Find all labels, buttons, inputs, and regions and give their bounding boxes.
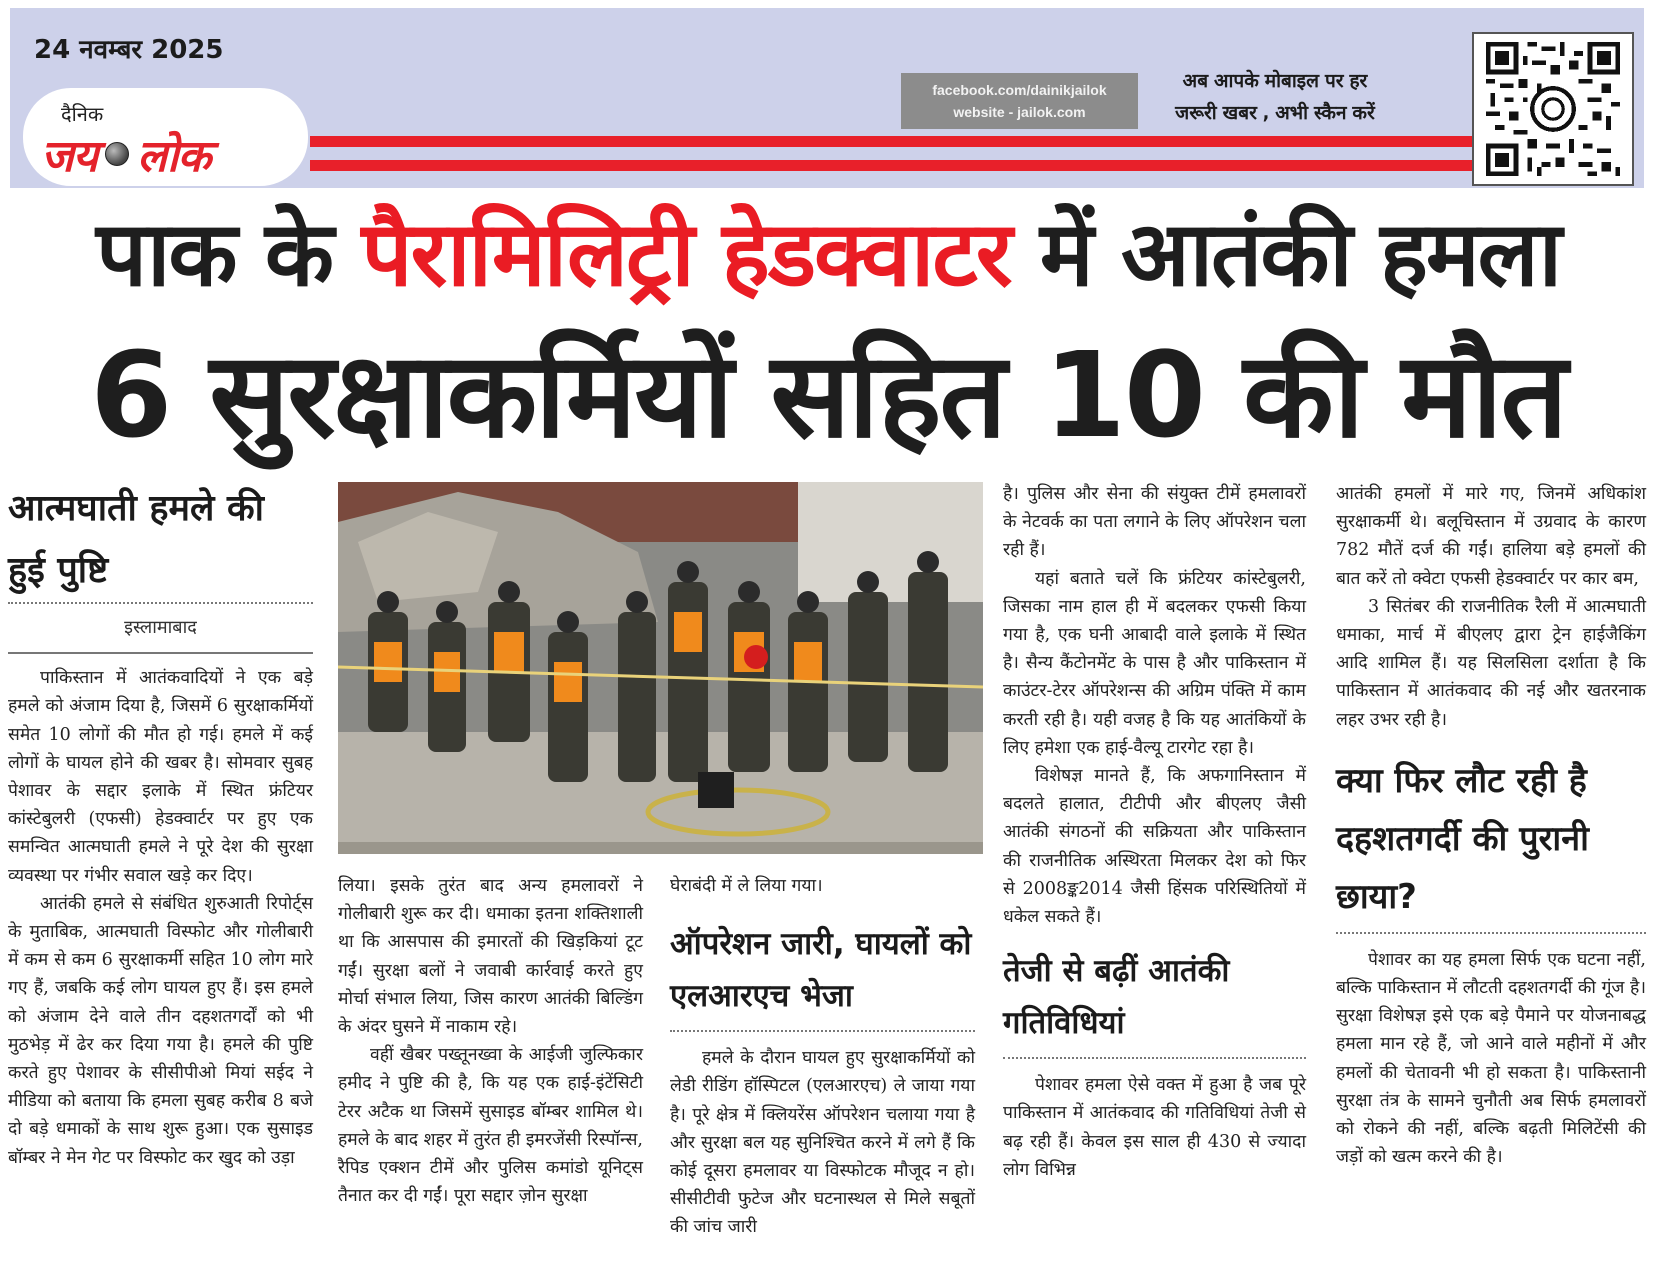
paragraph: हमले के दौरान घायल हुए सुरक्षाकर्मियों को लेडी रीडिंग हॉस्पिटल (एलआरएच) ले जाया गया है। पूरे क्षेत्र में क्लियरेंस ऑपरेशन चलाया गया है और सुरक्षा बल यह सुनिश्चित करने में लगे हैं कि कोई दूसरा हमलावर या विस्फोटक मौजूद न हो। सीसीटीवी फुटेज और घटनास्थल से मिले सबूतों की जांच जारी <box>670 1048 975 1238</box>
paragraph: आतंकी हमलों में मारे गए, जिनमें अधिकांश सुरक्षाकर्मी थे। बलूचिस्तान में उग्रवाद के कारण 782 मौतें दर्ज की गईं। हालिया बड़े हमलों की बात करें तो क्वेटा एफसी हेडक्वार्टर पर कार बम, <box>1336 484 1646 589</box>
scan-prompt <box>1150 65 1400 129</box>
article-column-2 <box>338 872 643 1210</box>
paragraph: वहीं खैबर पख्तूनख्वा के आईजी जुल्फिकार हमीद ने पुष्टि की है, कि यह एक हाई-इंटेंसिटी टेरर अटैक था जिसमें सुसाइड बॉम्बर शामिल थे। हमले के बाद शहर में तुरंत ही इमरजेंसी रिस्पॉन्स, रैपिड एक्शन टीमें और पुलिस कमांडो यूनिट्स तैनात कर दी गईं। पूरा सद्दार ज़ोन सुरक्षा <box>338 1045 643 1207</box>
logo-word-left: जय <box>41 131 98 182</box>
article-column-5 <box>1336 480 1646 1171</box>
paragraph: पाकिस्तान में आतंकवादियों ने एक बड़े हमले को अंजाम दिया है, जिसमें 6 सुरक्षाकर्मियों समेत 10 लोगों की मौत हो गई। हमले में कई लोगों के घायल होने की खबर है। सोमवार सुबह पेशावर के सद्दार इलाके में स्थित फ्रंटियर कांस्टेबुलरी (एफसी) हेडक्वार्टर पर हुए एक समन्वित आत्मघाती हमले ने पूरे देश की सुरक्षा व्यवस्था पर गंभीर सवाल खड़े कर दिए। <box>8 668 313 886</box>
issue-date: 24 नवम्बर 2025 <box>34 35 224 65</box>
newspaper-logo <box>23 88 308 186</box>
sub-headline: 6 सुरक्षाकर्मियों सहित 10 की मौत <box>90 326 1566 464</box>
paragraph: है। पुलिस और सेना की संयुक्त टीमें हमलावरों के नेटवर्क का पता लगाने के लिए ऑपरेशन चला रही हैं। <box>1003 484 1306 561</box>
scan-prompt-line1: अब आपके मोबाइल पर हर <box>1182 70 1368 92</box>
paragraph: आतंकी हमले से संबंधित शुरुआती रिपोर्ट्स के मुताबिक, आत्मघाती विस्फोट और गोलीबारी में कम से कम 6 सुरक्षाकर्मी सहित 10 लोग मारे गए हैं, जबकि कई लोग घायल हुए हैं। इस हमले को अंजाम देने वाले तीन दहशतगर्दों को भी मुठभेड़ में ढेर कर दिया गया है। हमले की पुष्टि करते हुए पेशावर के सीसीपीओ मियां सईद ने मीडिया को बताया कि हमला सुबह करीब 8 बजे दो बड़े धमाकों के साथ शुरू हुआ। एक सुसाइड बॉम्बर ने मेन गेट पर विस्फोट कर खुद को उड़ा <box>8 893 313 1168</box>
paragraph: लिया। इसके तुरंत बाद अन्य हमलावरों ने गोलीबारी शुरू कर दी। धमाका इतना शक्तिशाली था कि आसपास की इमारतों की खिड़कियां टूट गईं। सुरक्षा बलों ने जवाबी कार्रवाई करते हुए मोर्चा संभाल लिया, जिस कारण आतंकी बिल्डिंग के अंदर घुसने में नाकाम रहे। <box>338 876 643 1038</box>
article-column-1 <box>8 478 313 1172</box>
qr-code-graphic <box>1482 42 1624 176</box>
paragraph: 3 सितंबर की राजनीतिक रैली में आत्मघाती धमाका, मार्च में बीएलए द्वारा ट्रेन हाईजैकिंग आदि शामिल हैं। यह सिलसिला दर्शाता है कि पाकिस्तान में आतंकवाद की नई और खतरनाक लहर उभर रही है। <box>1336 596 1646 730</box>
facebook-link[interactable]: facebook.com/dainikjailok <box>932 82 1107 98</box>
masthead-rule-top <box>310 136 1480 147</box>
headline-suffix: में आतंकी हमला <box>1010 202 1561 307</box>
logo-main-text <box>41 124 210 184</box>
globe-icon <box>105 142 129 166</box>
section-heading-suicide-attack: आत्मघाती हमले की हुई पुष्टि <box>8 478 313 604</box>
dateline: इस्लामाबाद <box>8 604 313 654</box>
paragraph: घेराबंदी में ले लिया गया। <box>670 876 823 896</box>
masthead <box>10 8 1644 188</box>
article-column-4 <box>1003 480 1306 1184</box>
paragraph: पेशावर का यह हमला सिर्फ एक घटना नहीं, बल्कि पाकिस्तान में लौटती दहशतगर्दी की गूंज है। सुरक्षा विशेषज्ञ इसे एक बड़े पैमाने पर योजनाबद्ध हमला मान रहे हैं, जो आने वाले महीनों में और हमलों की चेतावनी भी हो सकता है। पाकिस्तानी सुरक्षा तंत्र के सामने चुनौती अब सिर्फ हमलावरों को रोकने की नहीं, बल्कि बढ़ती मिलिटेंसी की जड़ों को खत्म करने की है। <box>1336 949 1646 1168</box>
headline-highlight: पैरामिलिट्री हेडक्वाटर <box>361 202 1011 307</box>
social-links-box <box>901 73 1138 129</box>
masthead-rule-bottom <box>310 160 1480 171</box>
attack-scene-image <box>338 482 983 854</box>
section-heading-rising-activities: तेजी से बढ़ीं आतंकी गतिविधियां <box>1003 945 1306 1059</box>
section-heading-returning-terror: क्या फिर लौट रही है दहशतगर्दी की पुरानी छाया? <box>1336 752 1646 934</box>
paragraph: विशेषज्ञ मानते हैं, कि अफगानिस्तान में बदलते हालात, टीटीपी और बीएलए जैसी आतंकी संगठनों की सक्रियता और पाकिस्तान की राजनीतिक अस्थिरता मिलकर देश को फिर से 2008ङ्क2014 जैसी हिंसक परिस्थितियों में धकेल सकते हैं। <box>1003 766 1306 928</box>
logo-word-right: लोक <box>137 131 211 182</box>
news-photo <box>338 482 983 854</box>
main-headline <box>18 200 1638 310</box>
scan-prompt-line2: जरूरी खबर , अभी स्कैन करें <box>1175 102 1375 124</box>
article-column-3 <box>670 872 975 1242</box>
paragraph: यहां बताते चलें कि फ्रंटियर कांस्टेबुलरी, जिसका नाम हाल ही में बदलकर एफसी किया गया है, एक घनी आबादी वाले इलाके में स्थित है। सैन्य कैंटोनमेंट के पास है और पाकिस्तान में काउंटर-टेरर ऑपरेशन्स की अग्रिम पंक्ति में काम करती रही है। यही वजह है कि यह आतंकियों के लिए हमेशा एक हाई-वैल्यू टारगेट रहा है। <box>1003 568 1306 758</box>
logo-small-text: दैनिक <box>61 102 104 126</box>
section-heading-operation: ऑपरेशन जारी, घायलों को एलआरएच भेजा <box>670 918 975 1032</box>
paragraph: पेशावर हमला ऐसे वक्त में हुआ है जब पूरे पाकिस्तान में आतंकवाद की गतिविधियां तेजी से बढ़ रही हैं। केवल इस साल ही 430 से ज्यादा लोग विभिन्न <box>1003 1075 1306 1180</box>
whatsapp-qr-code-icon[interactable] <box>1472 32 1634 186</box>
headline-prefix: पाक के <box>95 202 362 307</box>
website-link[interactable]: website - jailok.com <box>953 104 1086 120</box>
